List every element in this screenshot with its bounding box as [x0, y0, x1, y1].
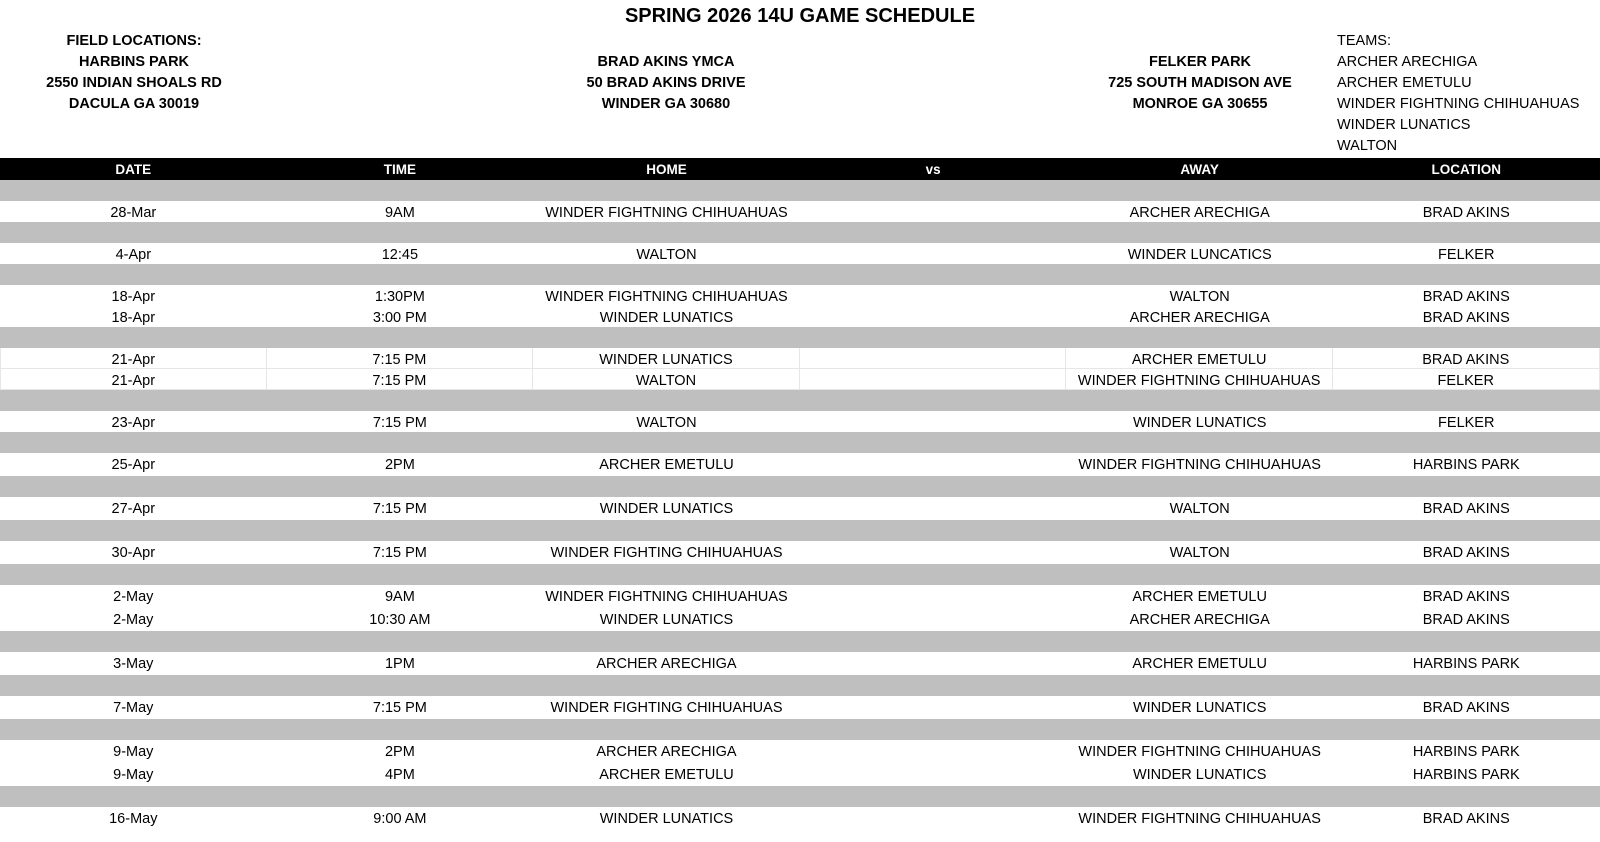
- cell-away: WINDER LUNATICS: [1132, 767, 1267, 783]
- table-row: [0, 369, 1600, 390]
- cell-away: ARCHER ARECHIGA: [1129, 612, 1270, 628]
- cell-date: 18-Apr: [111, 310, 156, 326]
- cell-time: 1PM: [384, 656, 415, 672]
- cell-date: 25-Apr: [111, 457, 156, 473]
- cell-time: 7:15 PM: [372, 700, 427, 716]
- cell-away: WALTON: [1169, 501, 1230, 517]
- cell-vs: [800, 740, 1067, 763]
- cell-time: 2PM: [384, 457, 415, 473]
- location-street: 50 BRAD AKINS DRIVE: [586, 75, 746, 91]
- spacer-row: [0, 222, 1600, 243]
- cell-time: 2PM: [384, 744, 415, 760]
- location-name: FELKER PARK: [1148, 54, 1252, 70]
- team-item: WINDER FIGHTNING CHIHUAHUAS: [1337, 96, 1580, 112]
- table-row: [0, 696, 1600, 719]
- header-vs: vs: [925, 162, 941, 177]
- cell-location: BRAD AKINS: [1422, 501, 1510, 517]
- spacer-row: [0, 180, 1600, 201]
- cell-time: 10:30 AM: [369, 612, 431, 628]
- spacer-row: [0, 786, 1600, 807]
- cell-time: 7:15 PM: [372, 501, 427, 517]
- cell-home: ARCHER EMETULU: [599, 457, 734, 473]
- location-felker-park: [1066, 52, 1334, 115]
- location-harbins-park: [0, 31, 268, 115]
- cell-vs: [800, 763, 1067, 786]
- header-location: LOCATION: [1431, 162, 1502, 177]
- cell-home: WALTON: [533, 369, 800, 389]
- cell-date: 9-May: [113, 767, 154, 783]
- cell-away: WINDER FIGHTNING CHIHUAHUAS: [1078, 811, 1321, 827]
- location-city: WINDER GA 30680: [601, 96, 731, 112]
- spacer-row: [0, 719, 1600, 740]
- cell-date: 30-Apr: [111, 545, 156, 561]
- location-street: 725 SOUTH MADISON AVE: [1108, 75, 1292, 91]
- cell-vs: [800, 243, 1067, 264]
- cell-away: ARCHER ARECHIGA: [1129, 310, 1270, 326]
- table-row: [0, 652, 1600, 675]
- cell-away: WINDER FIGHTNING CHIHUAHUAS: [1078, 744, 1321, 760]
- cell-vs: [800, 348, 1067, 368]
- cell-date: 4-Apr: [115, 247, 152, 263]
- table-row: [0, 201, 1600, 222]
- cell-vs: [800, 696, 1067, 719]
- cell-date: 28-Mar: [110, 205, 157, 221]
- cell-away: ARCHER ARECHIGA: [1129, 205, 1270, 221]
- spacer-row: [0, 476, 1600, 497]
- cell-location: BRAD AKINS: [1422, 205, 1510, 221]
- cell-away: WINDER FIGHTNING CHIHUAHUAS: [1078, 457, 1321, 473]
- cell-date: 2-May: [113, 589, 154, 605]
- cell-location: HARBINS PARK: [1412, 744, 1520, 760]
- cell-home: ARCHER EMETULU: [599, 767, 734, 783]
- cell-date: 2-May: [113, 612, 154, 628]
- table-row: [0, 453, 1600, 476]
- cell-vs: [800, 285, 1067, 306]
- team-item: ARCHER ARECHIGA: [1337, 54, 1478, 70]
- location-name: BRAD AKINS YMCA: [597, 54, 735, 70]
- location-city: MONROE GA 30655: [1132, 96, 1268, 112]
- table-body: [0, 180, 1600, 830]
- team-item: WINDER LUNATICS: [1337, 117, 1471, 133]
- table-row: [0, 608, 1600, 631]
- cell-home: WINDER LUNATICS: [599, 811, 734, 827]
- cell-date: 7-May: [113, 700, 154, 716]
- location-brad-akins-ymca: [532, 52, 800, 115]
- cell-time: 1:30PM: [374, 289, 425, 305]
- cell-date: 3-May: [113, 656, 154, 672]
- cell-vs: [800, 201, 1067, 222]
- cell-date: 21-Apr: [0, 348, 267, 368]
- cell-home: WINDER FIGHTNING CHIHUAHUAS: [545, 205, 788, 221]
- location-street: 2550 INDIAN SHOALS RD: [46, 75, 222, 91]
- cell-time: 7:15 PM: [267, 369, 534, 389]
- header-date: DATE: [115, 162, 152, 177]
- header-away: AWAY: [1180, 162, 1219, 177]
- cell-home: WINDER FIGHTING CHIHUAHUAS: [550, 700, 783, 716]
- cell-time: 9AM: [384, 205, 415, 221]
- cell-away: WINDER FIGHTNING CHIHUAHUAS: [1066, 369, 1333, 389]
- cell-location: FELKER: [1438, 247, 1495, 263]
- cell-away: WALTON: [1169, 545, 1230, 561]
- spacer-row: [0, 564, 1600, 585]
- table-row: [0, 243, 1600, 264]
- header-home: HOME: [646, 162, 687, 177]
- spacer-row: [0, 631, 1600, 652]
- table-row: [0, 411, 1600, 432]
- table-row: [0, 285, 1600, 306]
- location-name: HARBINS PARK: [78, 54, 190, 70]
- cell-vs: [800, 306, 1067, 327]
- cell-home: WINDER LUNATICS: [599, 612, 734, 628]
- cell-date: 21-Apr: [0, 369, 267, 389]
- cell-vs: [800, 585, 1067, 608]
- cell-away: ARCHER EMETULU: [1132, 656, 1267, 672]
- cell-time: 4PM: [384, 767, 415, 783]
- cell-time: 9:00 AM: [373, 811, 427, 827]
- cell-away: WALTON: [1169, 289, 1230, 305]
- cell-away: WINDER LUNCATICS: [1127, 247, 1272, 263]
- cell-location: FELKER: [1438, 415, 1495, 431]
- cell-home: WINDER LUNATICS: [533, 348, 800, 368]
- cell-time: 7:15 PM: [372, 545, 427, 561]
- spacer-row: [0, 327, 1600, 348]
- cell-date: 27-Apr: [111, 501, 156, 517]
- spacer-row: [0, 390, 1600, 411]
- cell-location: BRAD AKINS: [1422, 811, 1510, 827]
- table-row: [0, 763, 1600, 786]
- table-header: [0, 158, 1600, 180]
- cell-vs: [800, 652, 1067, 675]
- page-title: SPRING 2026 14U GAME SCHEDULE: [624, 5, 976, 27]
- cell-home: WINDER FIGHTNING CHIHUAHUAS: [545, 289, 788, 305]
- cell-vs: [800, 541, 1067, 564]
- schedule-table: [0, 158, 1600, 830]
- spacer-row: [0, 520, 1600, 541]
- table-row: [0, 807, 1600, 830]
- table-row: [0, 740, 1600, 763]
- cell-vs: [800, 807, 1067, 830]
- table-row: [0, 585, 1600, 608]
- cell-time: 7:15 PM: [267, 348, 534, 368]
- cell-date: 18-Apr: [111, 289, 156, 305]
- cell-location: HARBINS PARK: [1412, 656, 1520, 672]
- cell-vs: [800, 497, 1067, 520]
- header-time: TIME: [383, 162, 417, 177]
- cell-home: WINDER FIGHTING CHIHUAHUAS: [550, 545, 783, 561]
- table-row: [0, 541, 1600, 564]
- cell-vs: [800, 453, 1067, 476]
- spacer-row: [0, 675, 1600, 696]
- cell-location: BRAD AKINS: [1422, 589, 1510, 605]
- teams-label: TEAMS:: [1337, 33, 1391, 49]
- cell-away: ARCHER EMETULU: [1066, 348, 1333, 368]
- cell-location: BRAD AKINS: [1422, 700, 1510, 716]
- cell-location: BRAD AKINS: [1422, 612, 1510, 628]
- cell-away: ARCHER EMETULU: [1132, 589, 1267, 605]
- teams-list: [1337, 31, 1579, 157]
- spacer-row: [0, 264, 1600, 285]
- team-item: ARCHER EMETULU: [1337, 75, 1472, 91]
- spacer-row: [0, 432, 1600, 453]
- cell-location: HARBINS PARK: [1412, 767, 1520, 783]
- cell-time: 3:00 PM: [372, 310, 427, 326]
- cell-date: 23-Apr: [111, 415, 156, 431]
- cell-home: WINDER LUNATICS: [599, 310, 734, 326]
- cell-location: BRAD AKINS: [1422, 545, 1510, 561]
- cell-location: FELKER: [1333, 369, 1600, 389]
- cell-date: 16-May: [109, 811, 158, 827]
- cell-home: WALTON: [636, 247, 697, 263]
- cell-away: WINDER LUNATICS: [1132, 415, 1267, 431]
- cell-time: 9AM: [384, 589, 415, 605]
- cell-home: WALTON: [636, 415, 697, 431]
- table-row: [0, 497, 1600, 520]
- cell-home: WINDER FIGHTNING CHIHUAHUAS: [545, 589, 788, 605]
- cell-home: ARCHER ARECHIGA: [596, 656, 737, 672]
- cell-time: 12:45: [381, 247, 419, 263]
- cell-time: 7:15 PM: [372, 415, 427, 431]
- table-row: [0, 348, 1600, 369]
- cell-date: 9-May: [113, 744, 154, 760]
- cell-away: WINDER LUNATICS: [1132, 700, 1267, 716]
- cell-location: HARBINS PARK: [1412, 457, 1520, 473]
- cell-vs: [800, 369, 1067, 389]
- field-locations-label: FIELD LOCATIONS:: [66, 33, 202, 49]
- cell-vs: [800, 411, 1067, 432]
- table-row: [0, 306, 1600, 327]
- team-item: WALTON: [1337, 138, 1398, 154]
- cell-home: WINDER LUNATICS: [599, 501, 734, 517]
- cell-home: ARCHER ARECHIGA: [596, 744, 737, 760]
- cell-location: BRAD AKINS: [1333, 348, 1600, 368]
- location-city: DACULA GA 30019: [68, 96, 200, 112]
- cell-location: BRAD AKINS: [1422, 289, 1510, 305]
- cell-vs: [800, 608, 1067, 631]
- cell-location: BRAD AKINS: [1422, 310, 1510, 326]
